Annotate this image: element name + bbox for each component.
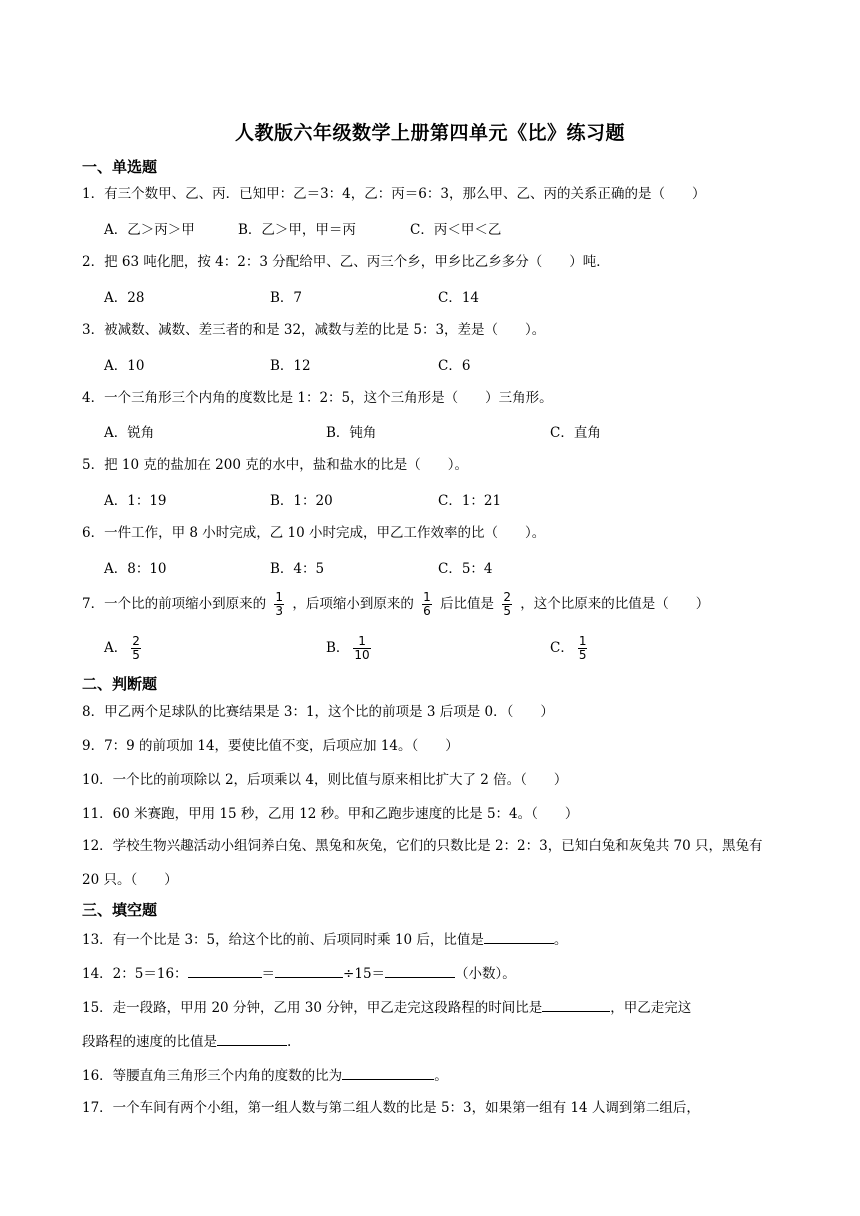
- q2-option-b[interactable]: B．7: [270, 290, 303, 306]
- q5-option-b[interactable]: B．1：20: [270, 493, 333, 509]
- answer-blank[interactable]: [188, 962, 262, 978]
- q16-text-1: 16．等腰直角三角形三个内角的度数的比为: [82, 1068, 343, 1084]
- q7-option-a-fraction: [131, 635, 141, 662]
- option-label: C．: [550, 640, 574, 656]
- q3-option-a[interactable]: A．10: [104, 358, 145, 374]
- q7-option-c[interactable]: [550, 635, 591, 662]
- question-11: 11．60 米赛跑，甲用 15 秒，乙用 12 秒。甲和乙跑步速度的比是 5：4。（ ）: [82, 806, 579, 822]
- q7-option-c-fraction: [578, 635, 588, 662]
- q7-text-1: 7．一个比的前项缩小到原来的: [82, 596, 267, 612]
- section-heading-single-choice: 一、单选题: [82, 158, 158, 176]
- q1-option-b[interactable]: B．乙＞甲，甲＝丙: [238, 222, 356, 238]
- q1-option-a[interactable]: A．乙＞丙＞甲: [104, 222, 195, 238]
- answer-blank[interactable]: [342, 1064, 434, 1080]
- q3-option-b[interactable]: B．12: [270, 358, 311, 374]
- question-17: 17．一个车间有两个小组，第一组人数与第二组人数的比是 5：3，如果第一组有 14 人调到第二组后，: [82, 1100, 700, 1116]
- q15-text-3: 段路程的速度的比值是: [82, 1034, 217, 1050]
- q13-text-1: 13．有一个比是 3：5，给这个比的前、后项同时乘 10 后，比值是: [82, 932, 484, 948]
- section-heading-true-false: 二、判断题: [82, 675, 158, 693]
- section-heading-fill-blank: 三、填空题: [82, 901, 158, 919]
- q7-text-2: ，后项缩小到原来的: [292, 596, 414, 612]
- fraction-numerator: 1: [578, 634, 587, 648]
- fraction-denominator: 5: [132, 648, 140, 662]
- q7-text-4: ，这个比原来的比值是（ ）: [520, 596, 710, 612]
- q5-option-a[interactable]: A．1：19: [104, 493, 167, 509]
- fraction-numerator: 1: [423, 590, 431, 604]
- question-1: 1．有三个数甲、乙、丙．已知甲：乙＝3：4，乙：丙＝6：3，那么甲、乙、丙的关系正确的是（ ）: [82, 186, 706, 202]
- q2-option-c[interactable]: C．14: [438, 290, 480, 306]
- answer-blank[interactable]: [484, 928, 554, 944]
- question-15-line-1: [82, 996, 782, 1018]
- q1-option-c[interactable]: C．丙＜甲＜乙: [410, 222, 502, 238]
- page-title: 人教版六年级数学上册第四单元《比》练习题: [234, 122, 625, 144]
- question-12: 12．学校生物兴趣活动小组饲养白兔、黑兔和灰兔，它们的只数比是 2：2：3，已知白兔和灰兔共 70 只，黑兔有 20 只。（ ）: [82, 838, 763, 888]
- q4-option-a[interactable]: A．锐角: [104, 425, 155, 441]
- q7-fraction-1: [274, 591, 284, 618]
- question-7: [82, 590, 782, 618]
- q7-option-b[interactable]: [326, 635, 375, 662]
- question-5: 5．把 10 克的盐加在 200 克的水中，盐和盐水的比是（ ）。: [82, 457, 468, 473]
- fraction-numerator: 2: [503, 590, 511, 604]
- q7-option-a[interactable]: [104, 635, 145, 662]
- fraction-numerator: 1: [358, 634, 366, 648]
- question-4: 4．一个三角形三个内角的度数比是 1：2：5，这个三角形是（ ）三角形。: [82, 390, 553, 406]
- q2-option-a[interactable]: A．28: [104, 290, 145, 306]
- fraction-denominator: 5: [578, 648, 587, 662]
- fraction-denominator: 6: [423, 604, 431, 618]
- question-2: 2．把 63 吨化肥，按 4：2：3 分配给甲、乙、丙三个乡，甲乡比乙乡多分（ ）吨．: [82, 254, 610, 270]
- question-8: 8．甲乙两个足球队的比赛结果是 3：1，这个比的前项是 3 后项是 0．（ ）: [82, 704, 554, 720]
- option-label: A．: [104, 640, 128, 656]
- question-10: 10．一个比的前项除以 2，后项乘以 4，则比值与原来相比扩大了 2 倍。（ ）: [82, 772, 568, 788]
- fraction-numerator: 1: [275, 590, 284, 604]
- question-13: [82, 928, 782, 950]
- question-6: 6．一件工作，甲 8 小时完成，乙 10 小时完成，甲乙工作效率的比（ ）。: [82, 525, 546, 541]
- option-label: B．: [326, 640, 350, 656]
- question-16: [82, 1064, 782, 1086]
- answer-blank[interactable]: [217, 1030, 287, 1046]
- question-15-line-2: [82, 1030, 782, 1052]
- q7-option-b-fraction: [353, 635, 370, 662]
- fraction-denominator: 5: [503, 604, 511, 618]
- q5-option-c[interactable]: C．1：21: [438, 493, 502, 509]
- q6-option-c[interactable]: C．5：4: [438, 561, 493, 577]
- q14-text-1: 14．2：5＝16：: [82, 966, 188, 982]
- q14-text-3: ÷15＝: [343, 966, 386, 982]
- q15-text-2: ，甲乙走完这: [610, 1000, 692, 1016]
- q4-option-b[interactable]: B．钝角: [326, 425, 377, 441]
- question-3: 3．被减数、减数、差三者的和是 32，减数与差的比是 5：3，差是（ ）。: [82, 322, 546, 338]
- fraction-denominator: 3: [275, 604, 284, 618]
- q7-text-3: 后比值是: [440, 596, 495, 612]
- q14-text-2: ＝: [261, 966, 276, 982]
- fraction-numerator: 2: [132, 634, 140, 648]
- q6-option-b[interactable]: B．4：5: [270, 561, 325, 577]
- question-14: [82, 962, 782, 984]
- q4-option-c[interactable]: C．直角: [550, 425, 601, 441]
- q6-option-a[interactable]: A．8：10: [104, 561, 167, 577]
- q13-text-2: 。: [553, 932, 568, 948]
- q7-fraction-3: [502, 591, 512, 618]
- answer-blank[interactable]: [385, 962, 455, 978]
- q14-text-4: （小数）。: [455, 966, 516, 982]
- q16-text-2: 。: [434, 1068, 448, 1084]
- question-9: 9．7：9 的前项加 14，要使比值不变，后项应加 14。（ ）: [82, 738, 459, 754]
- q15-text-1: 15．走一段路，甲用 20 分钟，乙用 30 分钟，甲乙走完这段路程的时间比是: [82, 1000, 543, 1016]
- answer-blank[interactable]: [542, 996, 610, 1012]
- q3-option-c[interactable]: C．6: [438, 358, 471, 374]
- q15-text-4: .: [287, 1034, 292, 1050]
- q7-fraction-2: [422, 591, 432, 618]
- fraction-denominator: 10: [354, 648, 370, 662]
- answer-blank[interactable]: [275, 962, 343, 978]
